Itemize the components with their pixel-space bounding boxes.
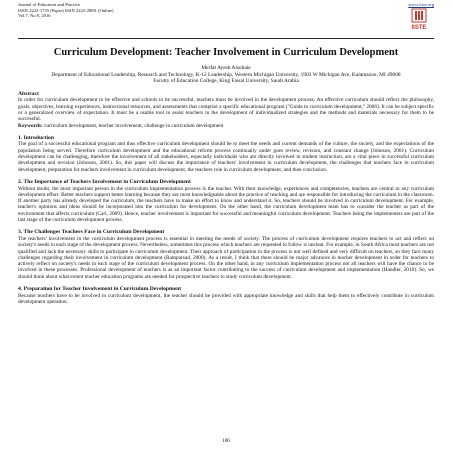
article-title: Curriculum Development: Teacher Involvement in Curriculum Development <box>53 47 399 58</box>
keywords-label: Keywords: <box>18 122 43 129</box>
author-affiliation-2: Faculty of Education College, King Faisal University, Saudi Arabia <box>153 78 299 85</box>
section-text: Because teachers have to be involved in curriculum development, the teacher should be provided with appropriate knowledge and skills that help them to effectively contribute in curriculum development operation. <box>18 292 434 305</box>
section-heading: 4. Preparation for Teacher Involvement in Curriculum Development <box>18 285 182 292</box>
journal-header <box>18 0 434 38</box>
section-text: Without doubt, the most important person in the curriculum implementation process is the teacher. With their knowledge, experiences and competencies, teachers are central to any curriculum development effort. Better teachers support better learning because they are most knowledgeable about the practice of teaching and are responsible for introducing the curriculum in the classroom. If another party has already developed the curriculum, the teachers have to make an effort to know and understand it. So, teachers should be involved in curriculum development. For example, teacher's opinions and ideas should be incorporated into the curriculum for development. On the other hand, the curriculum development team has to consider the teacher as part of the environment that affects curriculum (Carl, 2009). Hence, teacher involvement is important for successful and meaningful curriculum development. Teachers being the implementers are part of the last stage of the curriculum development process. <box>18 185 434 224</box>
journal-name: Journal of Education and Practice <box>18 2 80 7</box>
iiste-logo-icon <box>406 8 432 32</box>
section-heading: 2. The Importance of Teachers Involvement in Curriculum Development <box>18 178 191 185</box>
section-heading: 1. Introduction <box>18 134 54 141</box>
section-text: The goal of a successful educational program and thus effective curriculum development should be to meet the needs and current demands of the culture, the society, and the expectations of the population being served. Therefore curriculum development and the educational reform process continually under goes review, revision, and constant change (Johnson, 2001). Curriculum development can be challenging, therefore the involvement of all stakeholders, especially individuals who are directly involved in student instruction, are a vital piece in successful curriculum development and revision (Johnson, 2001). So, this paper will discuss the importance of teachers' involvement in curriculum development, the challenges that teachers face in curriculum development, preparation for teachers involvement in curriculum development, the teachers role in curriculum development, and then conclusion. <box>18 141 434 173</box>
abstract-heading: Abstract <box>18 90 39 97</box>
section-text: The teachers' involvement in the curriculum development process is essential in meeting the needs of society. The process of curriculum development requires teachers to act and reflect on society's needs in each stage of the development process. Nevertheless, sometimes this process which teachers are requested to follow is unclear. For example, in South Africa most teachers are not qualified and lack the necessary skills to participate in curriculum development. Their approach of participation in the process is not well defined and very difficult on teachers, so they face many challenges regarding their involvement in curriculum development (Ramparsad, 2000). As a result, I think that there should be major advances in teacher development in order for teachers to actively reflect on society's needs in each stage of the curriculum development process. On the other hand, in any curriculum implementation process not all teachers will have the chance to be involved in these processes. Professional development of teachers is as an important factor contributing to the success of curriculum development and implementation (Handler, 2010). So, we should think about what extent teacher education programs are needed for prospective teachers to study curriculum development. <box>18 235 434 280</box>
author-name: Merfat Ayesh Alsubaie <box>201 65 251 71</box>
svg-text:IISTE: IISTE <box>411 25 427 31</box>
journal-volume: Vol.7, No.9, 2016 <box>18 13 51 19</box>
author-affiliation-1: Department of Educational Leadership, Research and Technology, K-12 Leadership, Western Michigan University, 1903 W Michigan Ave, Kalamazoo, MI 49008 <box>51 71 401 78</box>
journal-url-link[interactable]: www.iiste.org <box>408 2 434 7</box>
abstract-text: In order for curriculum development to be effective and schools to be successful, teachers must be involved in the development process. An effective curriculum should reflect the philosophy, goals, objectives, learning experiences, instructional resources, and assessments that comprise a specific educational program ("Guide to curriculum development," 2006). It can be subject specific or a generalized overview of expectation. It must be a usable tool to assist teachers in the development of individualized strategies and the methods and materials necessary for them to be successful. <box>18 97 434 123</box>
keywords-text: curriculum development, teacher involvement, challenge in curriculum development <box>42 122 224 129</box>
header-rule <box>18 38 434 39</box>
journal-issn: ISSN 2222-1735 (Paper) ISSN 2222-288X (Online) <box>18 7 114 13</box>
page-number: 106 <box>222 438 230 444</box>
section-heading: 3. The Challenges Teachers Face in Curriculum Development <box>18 229 165 236</box>
